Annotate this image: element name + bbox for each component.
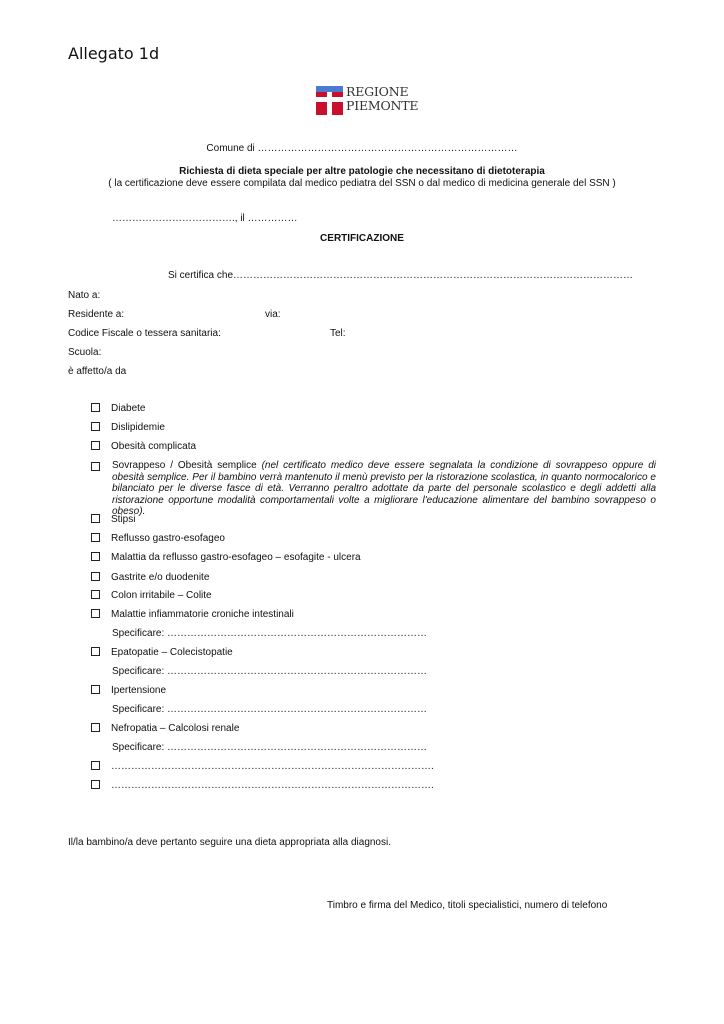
logo-text-line2: PIEMONTE [346, 98, 419, 113]
field-scuola: Scuola: [68, 347, 102, 358]
option-note: (nel certificato medico deve essere segnalata la condizione di sovrappeso oppure di obesità semplice. Per il bambino verrà mantenuto il menù previsto per la ristorazione scolastica, in quanto normocalorico e bilanciato per le diverse fasce di età. Verranno peraltro adottate da parte del personale scolastico e degli addetti alla ristorazione opportune modalità comportamentali volte a migliorare l'educazione alimentare del bambino sovrappeso o obeso). [112, 460, 657, 518]
checkbox-icon[interactable] [91, 590, 100, 599]
specify-line[interactable]: Specificare: …………………………………………………………………… [112, 742, 428, 753]
option-blank-line[interactable]: ……………………………………………………………………………………. [111, 780, 434, 791]
option-gastrite[interactable] [91, 572, 209, 583]
form-title: Richiesta di dieta speciale per altre patologie che necessitano di dietoterapia [179, 166, 545, 177]
option-label: Nefropatia – Calcolosi renale [111, 723, 240, 734]
option-label: Gastrite e/o duodenite [111, 572, 210, 583]
place-date-line: ………………………………., il …………… [112, 213, 298, 224]
field-affetto: è affetto/a da [68, 366, 127, 377]
field-residente: Residente a: [68, 309, 125, 320]
option-blank-line[interactable]: ……………………………………………………………………………………. [111, 761, 434, 772]
form-subtitle: ( la certificazione deve essere compilata dal medico pediatra del SSN o dal medico di medicina generale del SSN ) [108, 178, 616, 189]
option-label: Dislipidemie [111, 422, 165, 433]
certify-line: Si certifica che………………………………………………………………………………………………………… [168, 270, 634, 281]
option-nefropatia[interactable] [91, 723, 239, 734]
option-label: Stipsi [111, 514, 136, 525]
option-label: Ipertensione [111, 685, 167, 696]
option-malattia-reflusso[interactable] [91, 552, 361, 563]
option-ipertensione[interactable] [91, 685, 166, 696]
checkbox-icon[interactable] [91, 572, 100, 581]
checkbox-icon[interactable] [91, 403, 100, 412]
option-obesita-complicata[interactable] [91, 441, 196, 452]
checkbox-icon[interactable] [91, 514, 100, 523]
checkbox-icon[interactable] [91, 647, 100, 656]
option-label: Reflusso gastro-esofageo [111, 533, 225, 544]
option-diabete[interactable] [91, 403, 145, 414]
option-label: Diabete [111, 403, 146, 414]
piemonte-flag-icon [316, 86, 343, 115]
option-label: Malattie infiammatorie croniche intestinali [111, 609, 294, 620]
option-label: Obesità complicata [111, 441, 197, 452]
option-label: Colon irritabile – Colite [111, 590, 212, 601]
option-blank-1[interactable] [91, 761, 434, 772]
attachment-label: Allegato 1d [68, 44, 160, 63]
field-codice-fiscale: Codice Fiscale o tessera sanitaria: [68, 328, 221, 339]
section-title-certificazione: CERTIFICAZIONE [320, 233, 404, 244]
signature-line: Timbro e firma del Medico, titoli specialistici, numero di telefono [327, 900, 608, 911]
regione-piemonte-logo [316, 84, 419, 117]
field-nato: Nato a: [68, 290, 101, 301]
conclusion-text: Il/la bambino/a deve pertanto seguire una dieta appropriata alla diagnosi. [68, 837, 391, 848]
specify-line[interactable]: Specificare: …………………………………………………………………… [112, 628, 428, 639]
option-label: Epatopatie – Colecistopatie [111, 647, 233, 658]
option-mici[interactable] [91, 609, 294, 620]
option-colon[interactable] [91, 590, 212, 601]
option-sovrappeso [112, 460, 656, 518]
checkbox-icon[interactable] [91, 761, 100, 770]
field-tel: Tel: [330, 328, 346, 339]
comune-line: Comune di …………………………………………………………………… [206, 143, 518, 154]
field-via: via: [265, 309, 281, 320]
checkbox-icon[interactable] [91, 462, 100, 471]
checkbox-icon[interactable] [91, 422, 100, 431]
option-dislipidemie[interactable] [91, 422, 165, 433]
checkbox-icon[interactable] [91, 533, 100, 542]
option-reflusso[interactable] [91, 533, 225, 544]
specify-line[interactable]: Specificare: …………………………………………………………………… [112, 666, 428, 677]
option-blank-2[interactable] [91, 780, 434, 791]
checkbox-icon[interactable] [91, 609, 100, 618]
option-label: Sovrappeso / Obesità semplice [112, 460, 257, 471]
checkbox-icon[interactable] [91, 780, 100, 789]
checkbox-icon[interactable] [91, 441, 100, 450]
checkbox-icon[interactable] [91, 552, 100, 561]
specify-line[interactable]: Specificare: …………………………………………………………………… [112, 704, 428, 715]
option-label: Malattia da reflusso gastro-esofageo – esofagite - ulcera [111, 552, 361, 563]
option-epatopatie[interactable] [91, 647, 233, 658]
option-stipsi[interactable] [91, 514, 135, 525]
logo-text-line1: REGIONE [346, 84, 409, 99]
checkbox-icon[interactable] [91, 723, 100, 732]
checkbox-icon[interactable] [91, 685, 100, 694]
